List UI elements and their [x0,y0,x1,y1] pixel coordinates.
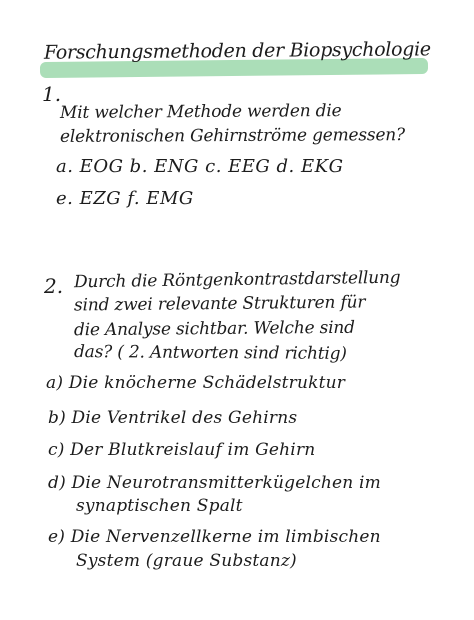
question-1-options-row: a. EOG b. ENG c. EEG d. EKG [56,156,344,177]
question-2-option-d: d) Die Neurotransmitterkügelchen im [48,473,381,493]
question-2-line: das? ( 2. Antworten sind richtig) [73,342,347,364]
question-1-number: 1. [42,82,62,106]
question-2-option-b: b) Die Ventrikel des Gehirns [48,408,298,428]
question-2-option-e-continued: System (graue Substanz) [76,551,297,571]
question-2-line: Durch die Röntgenkontrastdarstellung [73,267,401,293]
question-1-line: elektronischen Gehirnströme gemessen? [59,125,406,147]
title-block [34,38,434,82]
question-2-option-d-continued: synaptischen Spalt [76,496,243,516]
page-title: Forschungsmethoden der Biopsychologie [43,38,431,64]
question-2-option-a: a) Die knöcherne Schädelstruktur [46,373,346,393]
question-2-line: die Analyse sichtbar. Welche sind [73,317,355,341]
question-2-option-e: e) Die Nervenzellkerne im limbischen [48,527,381,547]
question-1-options-row: e. EZG f. EMG [56,188,194,209]
question-2-option-c: c) Der Blutkreislauf im Gehirn [48,440,316,460]
question-2-number: 2. [44,274,64,298]
question-2-line: sind zwei relevante Strukturen für [73,292,366,316]
question-1-line: Mit welcher Methode werden die [59,101,342,123]
